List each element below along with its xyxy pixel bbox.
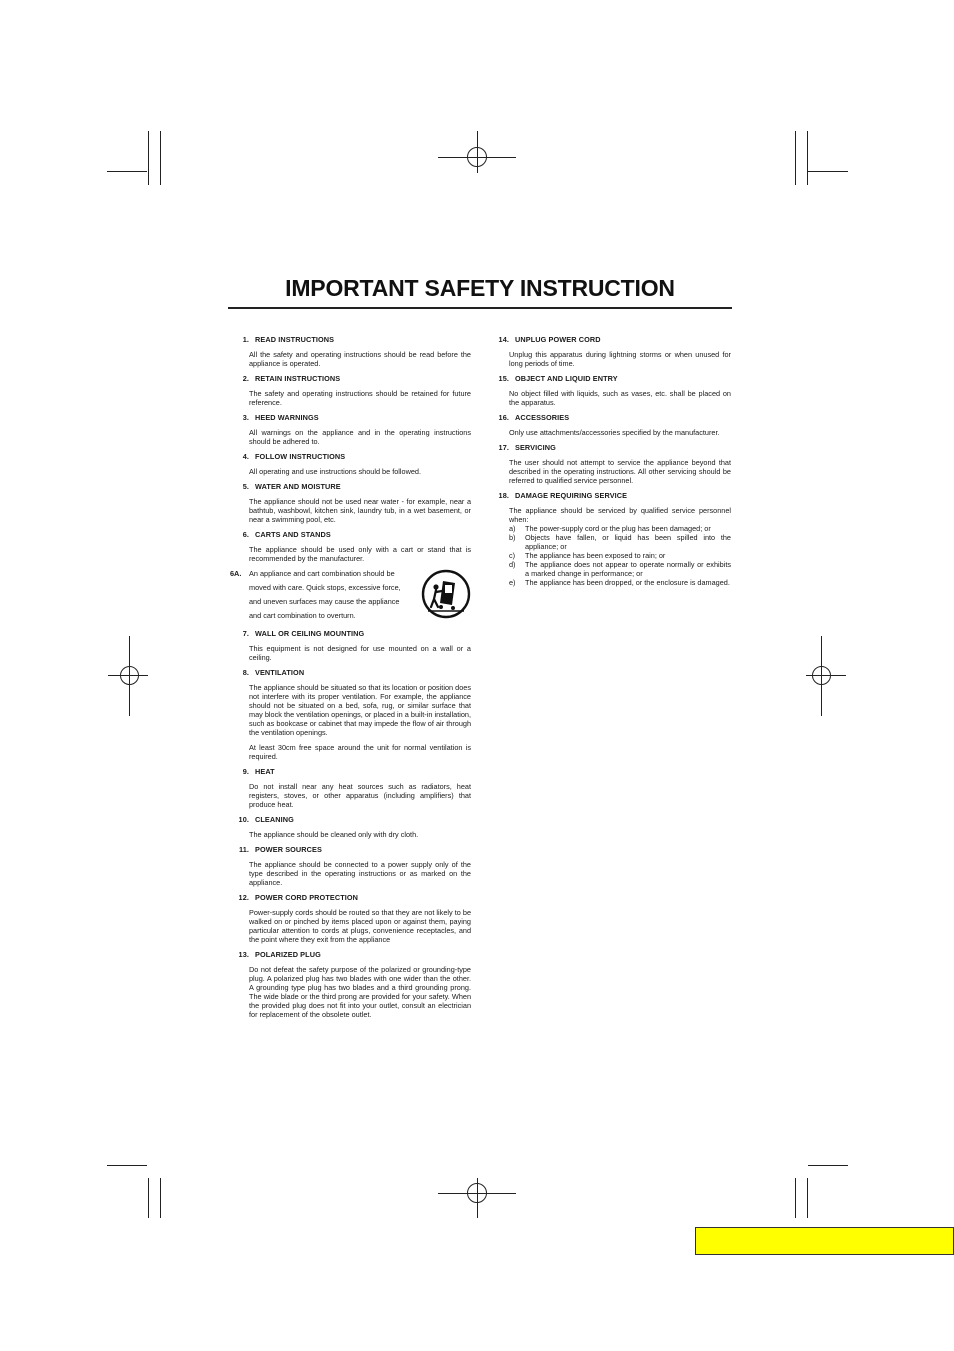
item-number: 14. (498, 335, 509, 344)
item-paragraph: At least 30cm free space around the unit for normal ventilation is required. (249, 743, 471, 761)
item-heading (230, 482, 471, 491)
item-body (249, 497, 471, 524)
item-number: 16. (498, 413, 509, 422)
page-title: IMPORTANT SAFETY INSTRUCTION (285, 275, 675, 301)
item-paragraph: The appliance should be serviced by qualified service personnel when: (509, 506, 731, 524)
item-paragraph: No object filled with liquids, such as vases, etc. shall be placed on the apparatus. (509, 389, 731, 407)
subitem-text: The appliance does not appear to operate normally or exhibits a marked change in performance; or (525, 560, 731, 578)
item-heading (230, 815, 471, 824)
instruction-item (230, 767, 471, 809)
item-heading (490, 374, 731, 383)
item-heading (490, 413, 731, 422)
section-tab (695, 1227, 954, 1255)
subitem-letter: d) (509, 560, 516, 569)
item-number: 6A. (230, 569, 242, 578)
item-heading (230, 335, 471, 344)
item-number: 13. (238, 950, 249, 959)
item-paragraph: All operating and use instructions should be followed. (249, 467, 421, 476)
item-title: SERVICING (515, 443, 556, 452)
item-paragraph: All the safety and operating instructions should be read before the appliance is operated. (249, 350, 471, 368)
item-title: CLEANING (255, 815, 294, 824)
item-heading (490, 443, 731, 452)
item-number: 2. (242, 374, 249, 383)
item-title: RETAIN INSTRUCTIONS (255, 374, 341, 383)
item-title: HEAT (255, 767, 275, 776)
item-number: 9. (242, 767, 249, 776)
item-heading (230, 668, 471, 677)
item-paragraph: Only use attachments/accessories specified by the manufacturer. (509, 428, 720, 437)
item-title: ACCESSORIES (515, 413, 570, 422)
subitem-letter: a) (509, 524, 516, 533)
item-6a-line: and cart combination to overturn. (249, 611, 356, 620)
item-heading (230, 452, 471, 461)
item-body (509, 428, 731, 437)
instruction-item (230, 668, 471, 761)
instruction-item (230, 815, 471, 839)
item-body (249, 830, 471, 839)
instruction-item (230, 845, 471, 887)
item-heading (230, 530, 471, 539)
item-paragraph: The appliance should be cleaned only with dry cloth. (249, 830, 419, 839)
instruction-list (230, 629, 471, 1019)
item-number: 5. (242, 482, 249, 491)
item-number: 1. (242, 335, 249, 344)
subitem (509, 551, 731, 560)
title-divider (228, 307, 732, 309)
instruction-item (230, 629, 471, 662)
item-paragraph: The appliance should not be used near water - for example, near a bathtub, washbowl, kitchen sink, laundry tub, in a wet basement, or near a swimming pool, etc. (249, 497, 471, 524)
cart-tipover-warning-icon (421, 569, 471, 619)
item-paragraph: Do not defeat the safety purpose of the polarized or grounding-type plug. A polarized plug has two blades with one wider than the other. A grounding type plug has two blades and a third grounding prong. The wide blade or the third prong are provided for your safety. When the provided plug does not fit into your outlet, consult an electrician for replacement of the obsolete outlet. (249, 965, 471, 1019)
item-6a-line: and uneven surfaces may cause the appliance (249, 597, 400, 606)
item-number: 18. (498, 491, 509, 500)
item-heading (490, 491, 731, 500)
item-paragraph: Power-supply cords should be routed so that they are not likely to be walked on or pinched by items placed upon or against them, paying particular attention to cords at plugs, convenience receptacles, and the point where they exit from the appliance (249, 908, 471, 944)
item-body (249, 908, 471, 944)
item-title: HEED WARNINGS (255, 413, 319, 422)
item-heading (230, 413, 471, 422)
item-number: 12. (238, 893, 249, 902)
item-body (249, 683, 471, 761)
item-heading (230, 767, 471, 776)
item-number: 6. (242, 530, 249, 539)
subitem (509, 578, 731, 587)
subitem (509, 524, 731, 533)
item-paragraph: The safety and operating instructions should be retained for future reference. (249, 389, 471, 407)
subitem-text: The power-supply cord or the plug has been damaged; or (525, 524, 711, 533)
item-paragraph: The appliance should be used only with a cart or stand that is recommended by the manufacturer. (249, 545, 471, 563)
subitem-letter: b) (509, 533, 516, 542)
item-body (249, 644, 471, 662)
item-paragraph: Unplug this apparatus during lightning storms or when unused for long periods of time. (509, 350, 731, 368)
instruction-item (490, 413, 731, 437)
item-heading (230, 374, 471, 383)
item-body (249, 389, 471, 407)
instruction-item (230, 374, 471, 407)
item-6a-line: An appliance and cart combination should be (249, 569, 395, 578)
item-body (249, 965, 471, 1019)
right-column (490, 335, 731, 593)
instruction-item (230, 452, 471, 476)
item-title: UNPLUG POWER CORD (515, 335, 601, 344)
item-body (249, 467, 471, 476)
item-number: 11. (238, 845, 249, 854)
instruction-item (230, 482, 471, 524)
subitem-text: Objects have fallen, or liquid has been spilled into the appliance; or (525, 533, 731, 551)
item-title: CARTS AND STANDS (255, 530, 331, 539)
item-number: 17. (498, 443, 509, 452)
instruction-item (230, 413, 471, 446)
item-body (509, 458, 731, 485)
subitem-text: The appliance has been exposed to rain; or (525, 551, 666, 560)
item-body (509, 350, 731, 368)
item-title: FOLLOW INSTRUCTIONS (255, 452, 346, 461)
item-paragraph: The appliance should be connected to a power supply only of the type described in the operating instructions or as marked on the appliance. (249, 860, 471, 887)
item-paragraph: The user should not attempt to service the appliance beyond that described in the operating instructions. All other servicing should be referred to qualified service personnel. (509, 458, 731, 485)
item-number: 4. (242, 452, 249, 461)
instruction-item-6a (230, 569, 471, 625)
item-6a-line: moved with care. Quick stops, excessive force, (249, 583, 401, 592)
item-number: 10. (238, 815, 249, 824)
item-title: WATER AND MOISTURE (255, 482, 341, 491)
subitem-list (490, 524, 731, 587)
item-heading (230, 893, 471, 902)
item-number: 3. (242, 413, 249, 422)
item-body (249, 782, 471, 809)
item-heading (230, 845, 471, 854)
subitem-letter: c) (509, 551, 516, 560)
item-number: 15. (498, 374, 509, 383)
instruction-item (490, 443, 731, 485)
item-title: POWER SOURCES (255, 845, 322, 854)
item-6a-text (249, 569, 417, 625)
item-title: DAMAGE REQUIRING SERVICE (515, 491, 628, 500)
item-paragraph: All warnings on the appliance and in the operating instructions should be adhered to. (249, 428, 471, 446)
item-body (249, 860, 471, 887)
instruction-list (230, 335, 471, 563)
item-body (249, 545, 471, 563)
item-title: VENTILATION (255, 668, 305, 677)
item-heading (230, 950, 471, 959)
item-body (509, 389, 731, 407)
instruction-item (230, 530, 471, 563)
instruction-item (230, 893, 471, 944)
subitem (509, 560, 731, 578)
item-paragraph: Do not install near any heat sources such as radiators, heat registers, stoves, or other apparatus (including amplifiers) that produce heat. (249, 782, 471, 809)
item-body (509, 506, 731, 524)
item-title: POLARIZED PLUG (255, 950, 321, 959)
instruction-list (490, 335, 731, 485)
item-title: POWER CORD PROTECTION (255, 893, 359, 902)
item-title: READ INSTRUCTIONS (255, 335, 335, 344)
left-column (230, 335, 471, 1025)
instruction-item (490, 335, 731, 368)
item-paragraph: The appliance should be situated so that its location or position does not interfere with its proper ventilation. For example, the appliance should not be situated on a bed, sofa, rug, or similar surface that may block the ventilation openings, or placed in a built-in installation, such as bookcase or cabinet that may impede the flow of air through the ventilation openings. (249, 683, 471, 737)
item-number: 8. (242, 668, 249, 677)
instruction-item (230, 335, 471, 368)
instruction-item-18 (490, 491, 731, 587)
subitem-letter: e) (509, 578, 516, 587)
item-heading (490, 335, 731, 344)
item-title: OBJECT AND LIQUID ENTRY (515, 374, 618, 383)
item-title: WALL OR CEILING MOUNTING (255, 629, 365, 638)
item-body (249, 350, 471, 368)
subitem (509, 533, 731, 551)
item-number: 7. (242, 629, 249, 638)
item-heading (230, 629, 471, 638)
item-body (249, 428, 471, 446)
instruction-item (490, 374, 731, 407)
instruction-item (230, 950, 471, 1019)
subitem-text: The appliance has been dropped, or the enclosure is damaged. (525, 578, 730, 587)
item-paragraph: This equipment is not designed for use mounted on a wall or a ceiling. (249, 644, 471, 662)
